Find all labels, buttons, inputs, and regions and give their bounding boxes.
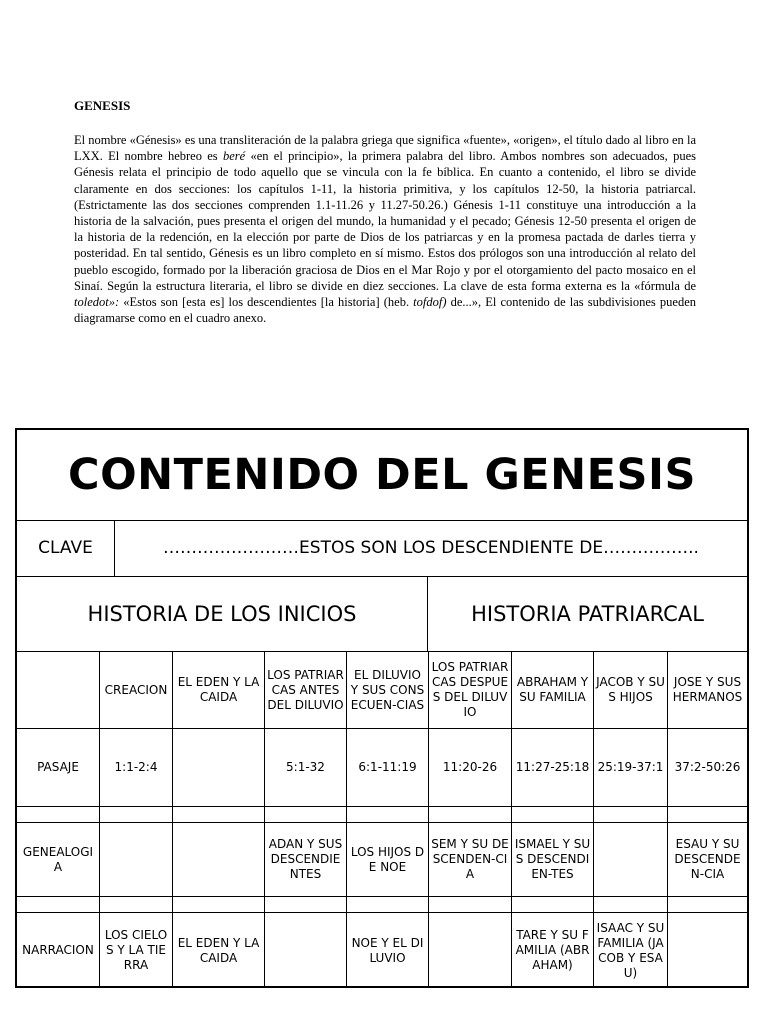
table-cell (172, 896, 264, 912)
intro-paragraph (74, 132, 696, 326)
table-cell (99, 896, 172, 912)
table-cell (172, 728, 264, 806)
table-cell: ISMAEL Y SUS DESCENDIEN-TES (511, 822, 593, 896)
row-label: GENEALOGIA (17, 822, 99, 896)
table-cell: SEM Y SU DESCENDEN-CIA (428, 822, 511, 896)
table-cell (346, 806, 428, 822)
table-cell (428, 912, 511, 988)
table-cell (593, 806, 667, 822)
column-header: JOSE Y SUS HERMANOS (667, 651, 747, 728)
section-historia-patriarcal: HISTORIA PATRIARCAL (427, 576, 747, 651)
row-label (17, 806, 99, 822)
column-header: ABRAHAM Y SU FAMILIA (511, 651, 593, 728)
table-cell: 1:1-2:4 (99, 728, 172, 806)
row-label: NARRACION (17, 912, 99, 988)
clave-text: ……………………ESTOS SON LOS DESCENDIENTE DE…………….. (114, 520, 747, 576)
table-cell: LOS CIELOS Y LA TIERRA (99, 912, 172, 988)
column-header: JACOB Y SUS HIJOS (593, 651, 667, 728)
table-cell: EL EDEN Y LA CAIDA (172, 912, 264, 988)
table-cell (99, 822, 172, 896)
table-cell (593, 822, 667, 896)
column-header: LOS PATRIARCAS ANTES DEL DILUVIO (264, 651, 346, 728)
table-cell (511, 896, 593, 912)
table-cell (99, 806, 172, 822)
row-label (17, 896, 99, 912)
table-cell (593, 896, 667, 912)
table-cell: 5:1-32 (264, 728, 346, 806)
table-cell: 6:1-11:19 (346, 728, 428, 806)
table-cell (172, 806, 264, 822)
table-cell (667, 912, 747, 988)
clave-label: CLAVE (17, 520, 114, 576)
column-header: CREACION (99, 651, 172, 728)
table-cell (667, 896, 747, 912)
column-header: EL EDEN Y LA CAIDA (172, 651, 264, 728)
section-historia-inicios: HISTORIA DE LOS INICIOS (17, 576, 427, 651)
table-cell (264, 912, 346, 988)
column-header: LOS PATRIARCAS DESPUES DEL DILUVIO (428, 651, 511, 728)
table-cell: ADAN Y SUS DESCENDIENTES (264, 822, 346, 896)
table-cell: TARE Y SU FAMILIA (ABRAHAM) (511, 912, 593, 988)
table-cell: 11:27-25:18 (511, 728, 593, 806)
table-cell: 25:19-37:1 (593, 728, 667, 806)
table-cell: ESAU Y SU DESCENDEN-CIA (667, 822, 747, 896)
table-cell (264, 806, 346, 822)
content-table (15, 428, 749, 988)
table-cell (511, 806, 593, 822)
table-cell (172, 822, 264, 896)
header-corner-cell (17, 651, 99, 728)
document-heading: GENESIS (74, 98, 131, 113)
table-cell (428, 806, 511, 822)
para-italic-text: tofdof) (413, 295, 447, 310)
row-label: PASAJE (17, 728, 99, 806)
column-header: EL DILUVIO Y SUS CONSECUEN-CIAS (346, 651, 428, 728)
table-cell: 37:2-50:26 (667, 728, 747, 806)
para-italic-text: toledot»: (74, 295, 120, 310)
intro-section (74, 98, 696, 326)
table-cell: LOS HIJOS DE NOE (346, 822, 428, 896)
table-cell (346, 896, 428, 912)
para-text: El nombre «Génesis» es una transliteración de la palabra griega que significa «fuente», «origen», el título dado al libro en la LXX. El nombre hebreo es (74, 133, 696, 164)
table-cell (264, 896, 346, 912)
para-italic-text: beré (222, 149, 246, 164)
para-text: «en el principio», la primera palabra del libro. Ambos nombres son adecuados, pues Génesis relata el principio de todo aquello que se vincula con la fe bíblica. En cuanto a contenido, el libro se divide claramente en dos secciones: los capítulos 1-11, la historia primitiva, y los capítulos 12-50, la historia patriarcal. (Estrictamente las dos secciones comprenden 1.1-11.26 y 11.27-50.26.) Génesis 1-11 constituye una introducción a la historia de la salvación, pues presenta el origen del mundo, la humanidad y el pecado; Génesis 12-50 presenta el origen de la historia de la redención, en la elección por parte de Dios de los patriarcas y en la promesa pactada de darles tierra y posteridad. En tal sentido, Génesis es un libro completo en sí mismo. Estos dos prólogos son una introducción al relato del pueblo escogido, formado por la liberación graciosa de Dios en el Mar Rojo y por el otorgamiento del pacto mosaico en el Sinaí. Según la estructura literaria, el libro se divide en diez secciones. La clave de esta forma externa es la «fórmula de (74, 149, 696, 293)
table-cell: ISAAC Y SU FAMILIA (JACOB Y ESAU) (593, 912, 667, 988)
para-text: de...», El contenido de las subdivisiones pueden diagramarse como en el cuadro anexo. (74, 295, 696, 326)
para-text: «Estos son [esta es] los descendientes [la historia] (heb. (119, 295, 414, 310)
table-cell: 11:20-26 (428, 728, 511, 806)
table-cell (667, 806, 747, 822)
table-title: CONTENIDO DEL GENESIS (68, 449, 696, 500)
table-cell (428, 896, 511, 912)
table-cell: NOE Y EL DILUVIO (346, 912, 428, 988)
